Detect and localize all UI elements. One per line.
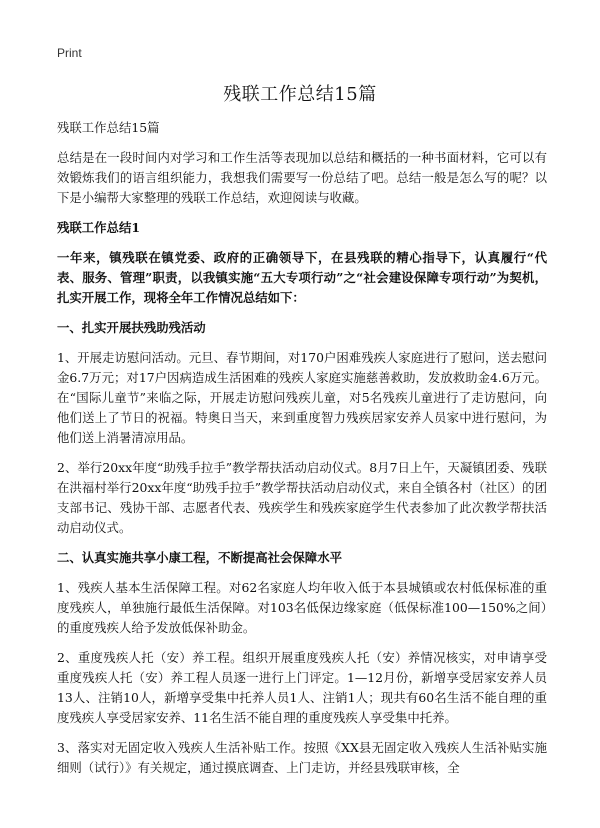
document-title: 残联工作总结15篇	[223, 84, 377, 105]
paragraph-2-3: 3、落实对无固定收入残疾人生活补贴工作。按照《XX县无固定收入残疾人生活补贴实施细则（试行）》有关规定，通过摸底调查、上门走访，并经县残联审核，全	[57, 740, 547, 775]
document-body	[57, 118, 547, 788]
paragraph-1-2: 2、举行20xx年度“助残手拉手”教学帮扶活动启动仪式。8月7日上午，天凝镇团委、残联在洪福村举行20xx年度“助残手拉手”教学帮扶活动启动仪式，来自全镇各村（社区）的团支部书记、残协干部、志愿者代表、残疾学生和残疾家庭学生代表参加了此次教学帮扶活动启动仪式。	[57, 460, 547, 535]
heading-1: 一、扎实开展扶残助残活动	[57, 320, 206, 335]
section-title: 残联工作总结1	[57, 220, 140, 235]
intro-paragraph: 总结是在一段时间内对学习和工作生活等表现加以总结和概括的一种书面材料，它可以有效锻炼我们的语言组织能力，我想我们需要写一份总结了吧。总结一般是怎么写的呢？以下是小编帮大家整理的残联工作总结，欢迎阅读与收藏。	[57, 150, 547, 205]
paragraph-2-2: 2、重度残疾人托（安）养工程。组织开展重度残疾人托（安）养情况核实，对申请享受重度残疾人托（安）养工程人员逐一进行上门评定。1—12月份，新增享受居家安养人员13人、注销10人，新增享受集中托养人员1人、注销1人；现共有60名生活不能自理的重度残疾人享受居家安养、11名生活不能自理的重度残疾人享受集中托养。	[57, 650, 547, 725]
paragraph-1-1: 1、开展走访慰问活动。元旦、春节期间，对170户困难残疾人家庭进行了慰问，送去慰问金6.7万元；对17户因病造成生活困难的残疾人家庭实施慈善救助，发放救助金4.6万元。在“国际儿童节”来临之际，开展走访慰问残疾儿童，对5名残疾儿童进行了走访慰问，向他们送上了节日的祝福。特奥日当天，来到重度智力残疾居家安养人员家中进行慰问，为他们送上消暑清凉用品。	[57, 350, 547, 445]
heading-2: 二、认真实施共享小康工程，不断提高社会保障水平	[57, 550, 342, 565]
print-link[interactable]: Print	[57, 46, 82, 60]
lead-paragraph: 一年来，镇残联在镇党委、政府的正确领导下，在县残联的精心指导下，认真履行“代表、服务、管理”职责，以我镇实施“五大专项行动”之“社会建设保障专项行动”为契机，扎实开展工作，现将全年工作情况总结如下：	[57, 250, 547, 305]
paragraph-2-1: 1、残疾人基本生活保障工程。对62名家庭人均年收入低于本县城镇或农村低保标准的重度残疾人，单独施行最低生活保障。对103名低保边缘家庭（低保标准100—150%之间）的重度残疾人给予发放低保补助金。	[57, 580, 547, 635]
document-subtitle: 残联工作总结15篇	[57, 120, 160, 135]
